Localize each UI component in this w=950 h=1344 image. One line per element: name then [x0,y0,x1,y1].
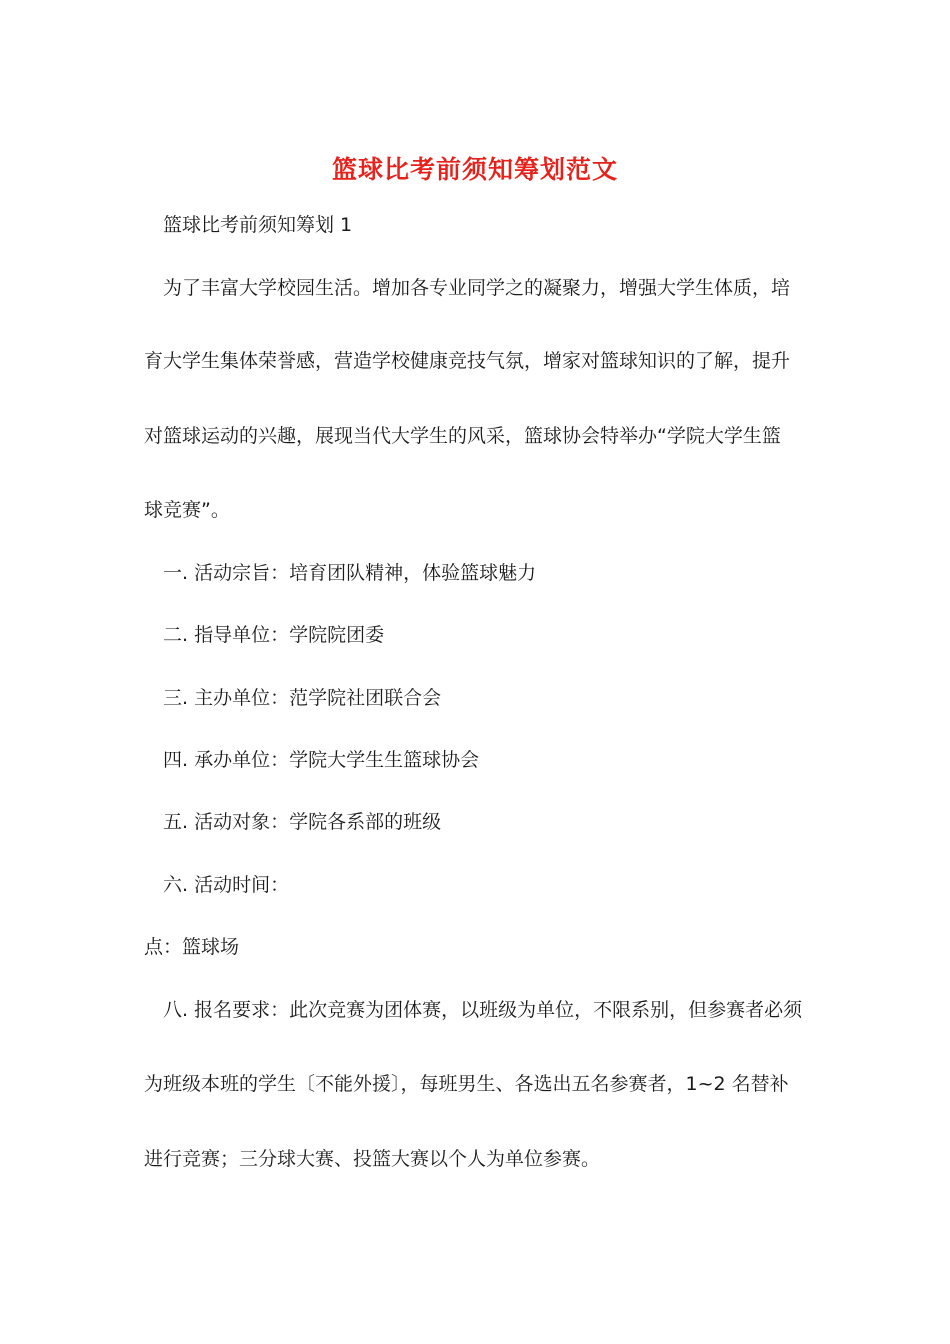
intro-line-4: 球竞赛”。 [144,499,230,521]
intro-line-3: 对篮球运动的兴趣，展现当代大学生的风采，篮球协会特举办“学院大学生篮 [144,425,781,447]
registration-line-1: 八. 报名要求：此次竞赛为团体赛，以班级为单位，不限系别，但参赛者必须 [163,999,803,1021]
document-title: 篮球比考前须知筹划范文 [331,155,618,184]
item-purpose: 一. 活动宗旨：培育团队精神，体验篮球魅力 [163,562,537,584]
item-guiding-unit: 二. 指导单位：学院院团委 [163,624,385,646]
item-participants: 五. 活动对象：学院各系部的班级 [163,811,442,833]
item-host: 四. 承办单位：学院大学生生篮球协会 [163,749,480,771]
registration-line-2: 为班级本班的学生〔不能外援〕，每班男生、各选出五名参赛者，1~2 名替补 [144,1073,789,1095]
intro-line-2: 育大学生集体荣誉感，营造学校健康竞技气氛，增家对篮球知识的了解，提升 [144,350,791,372]
intro-line-1: 为了丰富大学校园生活。增加各专业同学之的凝聚力，增强大学生体质，培 [163,277,791,299]
item-organizer: 三. 主办单位：范学院社团联合会 [163,687,442,709]
section-subtitle: 篮球比考前须知筹划 1 [163,214,353,236]
registration-line-3: 进行竞赛；三分球大赛、投篮大赛以个人为单位参赛。 [144,1148,601,1170]
item-time: 六. 活动时间： [163,874,290,896]
location-line: 点：篮球场 [144,936,240,958]
